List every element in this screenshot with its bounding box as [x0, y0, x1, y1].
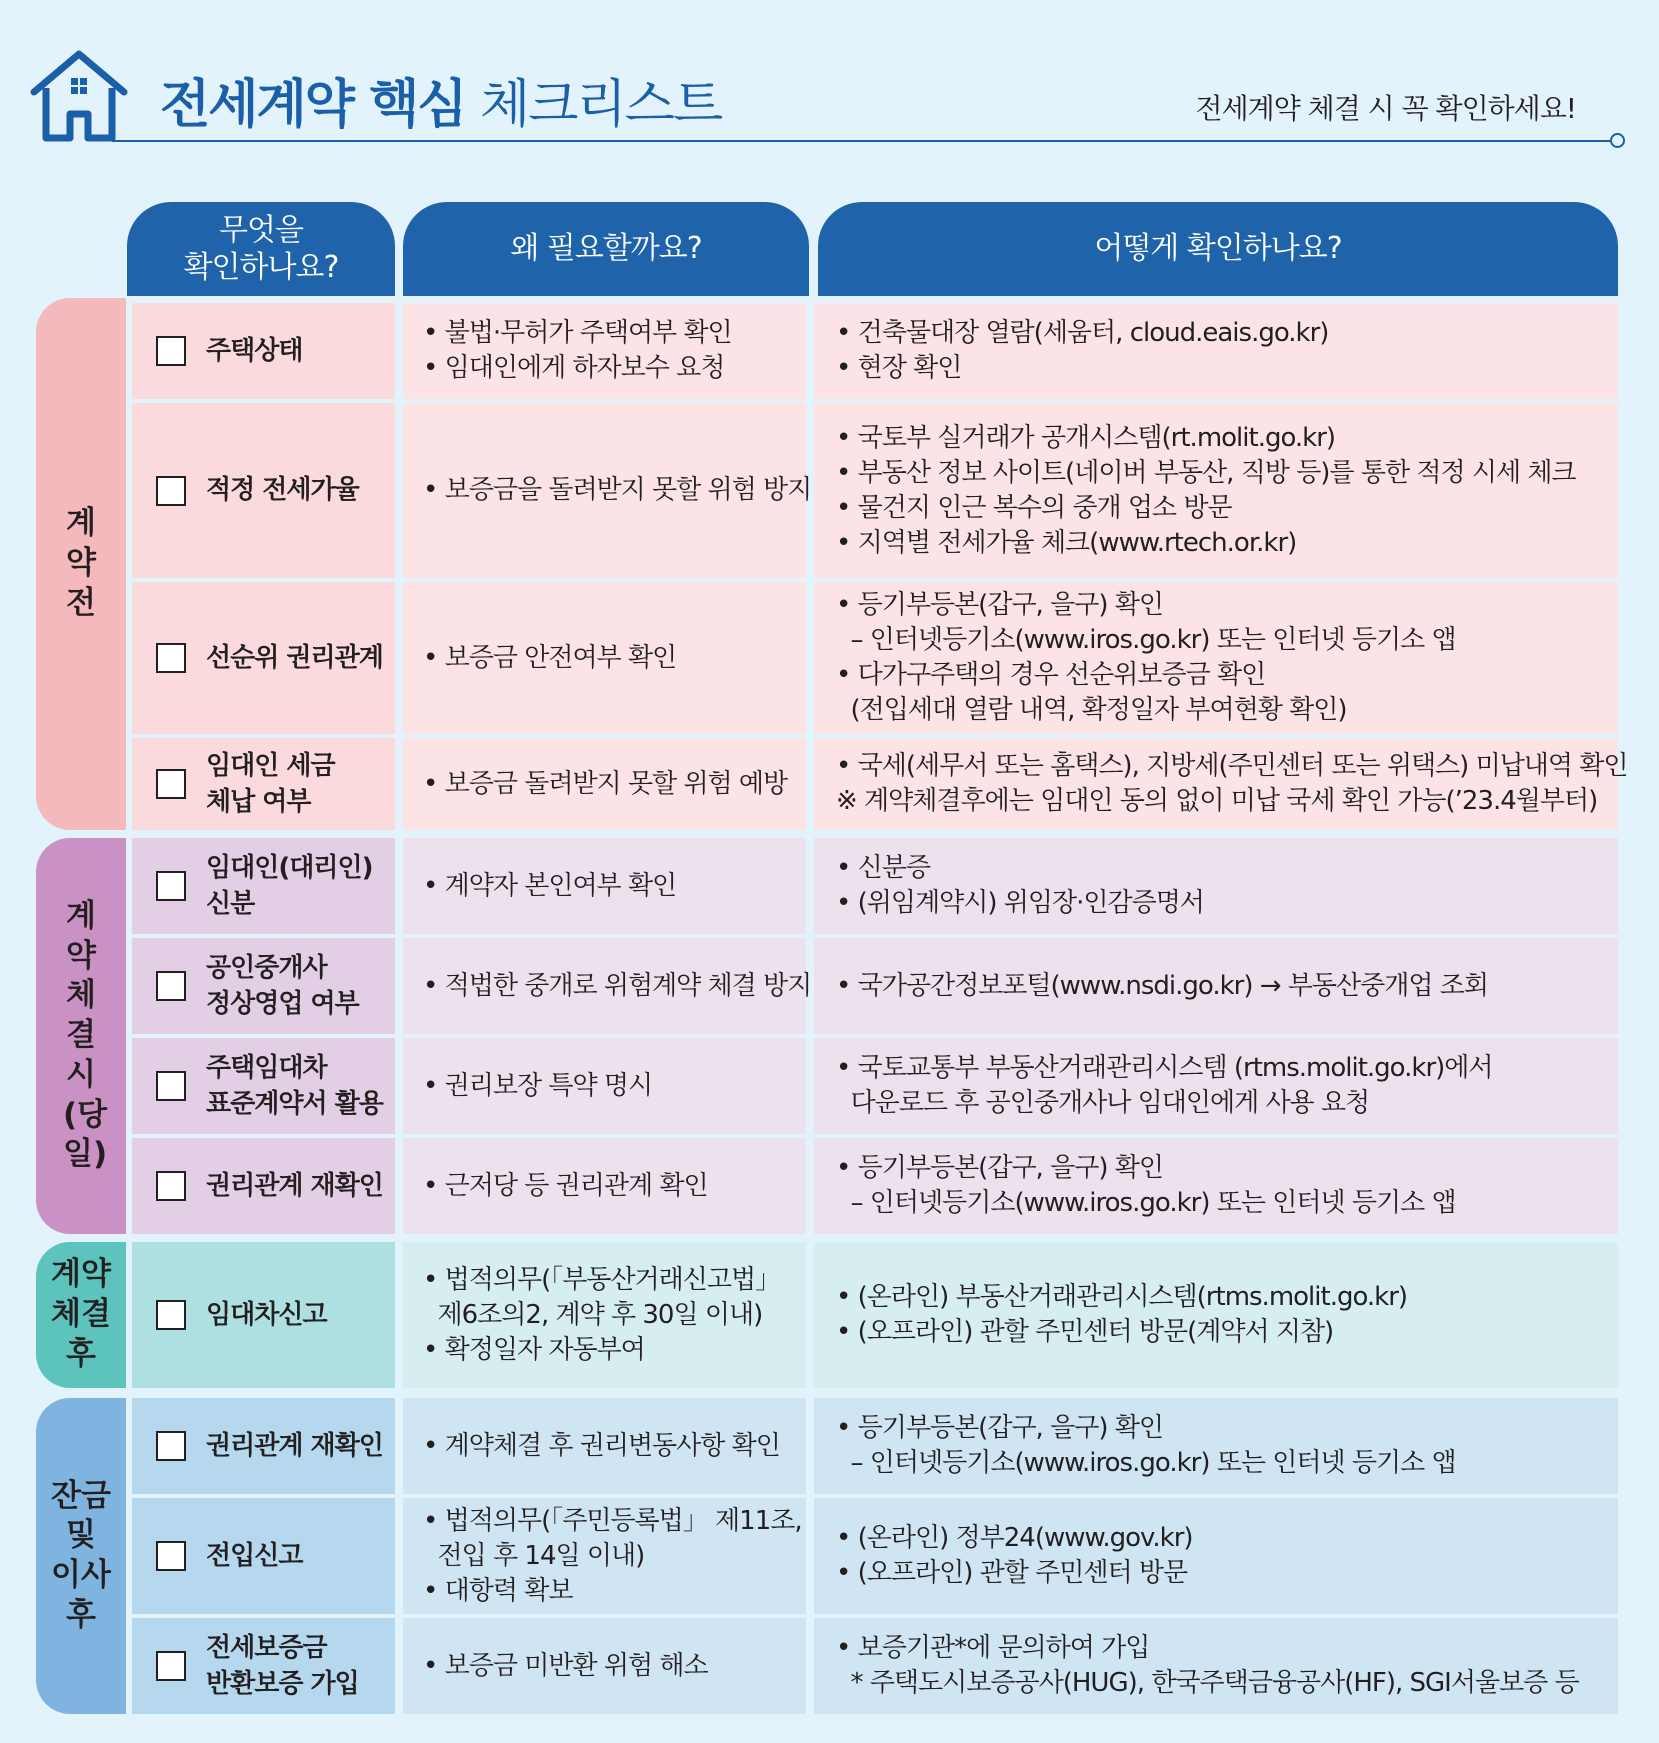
- item-cell: [132, 1618, 395, 1714]
- how-cell-line: • (온라인) 정부24(www.gov.kr): [836, 1523, 1193, 1553]
- checkbox[interactable]: [156, 1651, 186, 1681]
- how-cell-line: – 인터넷등기소(www.iros.go.kr) 또는 인터넷 등기소 앱: [836, 1448, 1456, 1478]
- why-cell-line: • 보증금 미반환 위험 해소: [423, 1650, 708, 1681]
- column-header-what: 무엇을 확인하나요?: [127, 202, 395, 296]
- checklist-row: [132, 582, 1618, 734]
- item-cell: [132, 938, 395, 1034]
- how-cell-line: • 현장 확인: [836, 353, 962, 383]
- how-cell-line: • 신분증: [836, 853, 930, 883]
- item-label: 주택임대차 표준계약서 활용: [206, 1052, 383, 1119]
- checklist-row: [132, 403, 1618, 578]
- why-cell-line: • 근저당 등 권리관계 확인: [423, 1170, 708, 1201]
- how-cell-line: • 등기부등본(갑구, 을구) 확인: [836, 590, 1163, 620]
- checkbox[interactable]: [156, 1431, 186, 1461]
- item-label: 전세보증금 반환보증 가입: [206, 1632, 359, 1699]
- item-cell: [132, 738, 395, 830]
- title-rule-end-dot: [1610, 133, 1625, 148]
- how-cell-line: • 다가구주택의 경우 선순위보증금 확인: [836, 660, 1266, 690]
- how-cell: [814, 1138, 1618, 1234]
- why-cell: [403, 303, 806, 399]
- title-rule: [112, 140, 1612, 142]
- how-cell: [814, 838, 1618, 934]
- how-cell-line: • 물건지 인근 복수의 중개 업소 방문: [836, 492, 1232, 523]
- why-cell-line: • 확정일자 자동부여: [423, 1334, 645, 1365]
- checkbox[interactable]: [156, 1071, 186, 1101]
- how-cell-line: • 건축물대장 열람(세움터, cloud.eais.go.kr): [836, 318, 1329, 348]
- item-label: 임대인(대리인) 신분: [206, 852, 373, 919]
- checklist-row: [132, 303, 1618, 399]
- checklist-row: [132, 1038, 1618, 1134]
- item-cell: [132, 1138, 395, 1234]
- how-cell-line: • 국세(세무서 또는 홈택스), 지방세(주민센터 또는 위택스) 미납내역 확인: [836, 751, 1628, 781]
- how-cell-line: 다운로드 후 공인중개사나 임대인에게 사용 요청: [836, 1088, 1370, 1118]
- how-cell: [814, 738, 1628, 830]
- how-cell-line: • 국가공간정보포털(www.nsdi.go.kr) → 부동산중개업 조회: [836, 970, 1488, 1001]
- how-cell-line: ※ 계약체결후에는 임대인 동의 없이 미납 국세 확인 가능(’23.4월부터): [836, 786, 1598, 816]
- stage-label-text: 계약체결시(당일): [63, 898, 108, 1173]
- stage-label-2: [36, 838, 126, 1234]
- stage-label-text: 계약 체결 후: [51, 1256, 111, 1372]
- how-cell: [814, 938, 1618, 1034]
- how-cell-line: • 국토교통부 부동산거래관리시스템 (rtms.molit.go.kr)에서: [836, 1053, 1493, 1083]
- why-cell: [403, 1618, 806, 1714]
- why-cell-line: • 법적의무(「주민등록법」 제11조,: [423, 1505, 802, 1536]
- why-cell-line: • 계약체결 후 권리변동사항 확인: [423, 1430, 780, 1461]
- checklist-row: [132, 838, 1618, 934]
- item-cell: [132, 403, 395, 578]
- why-cell-line: • 임대인에게 하자보수 요청: [423, 353, 725, 383]
- how-cell: [814, 1038, 1618, 1134]
- checklist-row: [132, 1498, 1618, 1614]
- how-cell: [814, 582, 1618, 734]
- why-cell-line: • 보증금 돌려받지 못할 위험 예방: [423, 768, 788, 799]
- checklist-row: [132, 1618, 1618, 1714]
- how-cell-line: • 지역별 전세가율 체크(www.rtech.or.kr): [836, 527, 1297, 558]
- checkbox[interactable]: [156, 1171, 186, 1201]
- stage-label-text: 계약전: [66, 505, 96, 621]
- how-cell-line: – 인터넷등기소(www.iros.go.kr) 또는 인터넷 등기소 앱: [836, 625, 1456, 655]
- how-cell: [814, 1242, 1618, 1388]
- checklist-row: [132, 1138, 1618, 1234]
- checkbox[interactable]: [156, 643, 186, 673]
- item-cell: [132, 1242, 395, 1388]
- how-cell-line: • (오프라인) 관할 주민센터 방문(계약서 지참): [836, 1317, 1334, 1347]
- checklist-row: [132, 1242, 1618, 1388]
- item-label: 선순위 권리관계: [206, 642, 383, 673]
- checkbox[interactable]: [156, 336, 186, 366]
- how-cell-line: • 등기부등본(갑구, 을구) 확인: [836, 1413, 1163, 1443]
- item-label: 공인중개사 정상영업 여부: [206, 952, 359, 1019]
- item-label: 권리관계 재확인: [206, 1170, 383, 1201]
- item-label: 권리관계 재확인: [206, 1430, 383, 1461]
- why-cell-line: • 법적의무(「부동산거래신고법」: [423, 1264, 781, 1295]
- stage-label-4: [36, 1398, 126, 1714]
- item-label: 주택상태: [206, 335, 303, 366]
- checkbox[interactable]: [156, 871, 186, 901]
- item-label: 전입신고: [206, 1540, 303, 1571]
- why-cell-line: 제6조의2, 계약 후 30일 이내): [423, 1299, 763, 1330]
- header: [0, 0, 1659, 150]
- why-cell-line: • 보증금을 돌려받지 못할 위험 방지: [423, 475, 812, 505]
- how-cell-line: • 국토부 실거래가 공개시스템(rt.molit.go.kr): [836, 422, 1336, 453]
- how-cell-line: • 부동산 정보 사이트(네이버 부동산, 직방 등)를 통한 적정 시세 체크: [836, 457, 1576, 488]
- how-cell-line: (전입세대 열람 내역, 확정일자 부여현황 확인): [836, 695, 1347, 725]
- why-cell-line: 전입 후 14일 이내): [423, 1540, 645, 1571]
- checklist-row: [132, 1398, 1618, 1494]
- how-cell-line: • 등기부등본(갑구, 을구) 확인: [836, 1153, 1163, 1183]
- why-cell: [403, 403, 812, 578]
- why-cell: [403, 938, 812, 1034]
- how-cell-line: • (오프라인) 관할 주민센터 방문: [836, 1558, 1188, 1588]
- why-cell-line: • 불법·무허가 주택여부 확인: [423, 318, 732, 348]
- stage-label-1: [36, 298, 126, 830]
- page-subtitle: 전세계약 체결 시 꼭 확인하세요!: [1195, 92, 1576, 125]
- why-cell-line: • 권리보장 특약 명시: [423, 1070, 653, 1101]
- why-cell: [403, 582, 806, 734]
- stage-label-3: [36, 1242, 126, 1388]
- checkbox[interactable]: [156, 1541, 186, 1571]
- item-cell: [132, 838, 395, 934]
- why-cell-line: • 계약자 본인여부 확인: [423, 870, 677, 901]
- how-cell: [814, 1498, 1618, 1614]
- how-cell-line: • 보증기관*에 문의하여 가입: [836, 1633, 1150, 1663]
- why-cell: [403, 1398, 806, 1494]
- item-cell: [132, 582, 395, 734]
- how-cell: [814, 1398, 1618, 1494]
- why-cell: [403, 1138, 806, 1234]
- checklist-row: [132, 738, 1628, 830]
- item-cell: [132, 1398, 395, 1494]
- stage-label-text: 잔금 및 이사 후: [51, 1477, 111, 1633]
- why-cell-line: • 대항력 확보: [423, 1575, 573, 1606]
- item-cell: [132, 1498, 395, 1614]
- how-cell-line: * 주택도시보증공사(HUG), 한국주택금융공사(HF), SGI서울보증 등: [836, 1668, 1579, 1698]
- why-cell: [403, 1242, 806, 1388]
- how-cell: [814, 303, 1618, 399]
- column-header-how: 어떻게 확인하나요?: [818, 202, 1618, 296]
- why-cell: [403, 1038, 806, 1134]
- why-cell: [403, 1498, 806, 1614]
- how-cell-line: • (위임계약시) 위임장·인감증명서: [836, 888, 1204, 918]
- how-cell: [814, 1618, 1618, 1714]
- house-icon: [30, 48, 128, 144]
- how-cell-line: – 인터넷등기소(www.iros.go.kr) 또는 인터넷 등기소 앱: [836, 1188, 1456, 1218]
- column-header-why: 왜 필요할까요?: [403, 202, 809, 296]
- checkbox[interactable]: [156, 476, 186, 506]
- item-label: 적정 전세가율: [206, 475, 359, 506]
- item-label: 임대인 세금 체납 여부: [206, 750, 335, 817]
- checkbox[interactable]: [156, 1300, 186, 1330]
- item-cell: [132, 1038, 395, 1134]
- how-cell: [814, 403, 1618, 578]
- why-cell: [403, 838, 806, 934]
- checkbox[interactable]: [156, 769, 186, 799]
- why-cell-line: • 적법한 중개로 위험계약 체결 방지: [423, 970, 812, 1001]
- checklist-row: [132, 938, 1618, 1034]
- how-cell-line: • (온라인) 부동산거래관리시스템(rtms.molit.go.kr): [836, 1282, 1408, 1312]
- item-cell: [132, 303, 395, 399]
- item-label: 임대차신고: [206, 1299, 327, 1330]
- page-title: 전세계약 핵심 체크리스트: [160, 75, 722, 135]
- checkbox[interactable]: [156, 971, 186, 1001]
- why-cell-line: • 보증금 안전여부 확인: [423, 642, 677, 673]
- why-cell: [403, 738, 806, 830]
